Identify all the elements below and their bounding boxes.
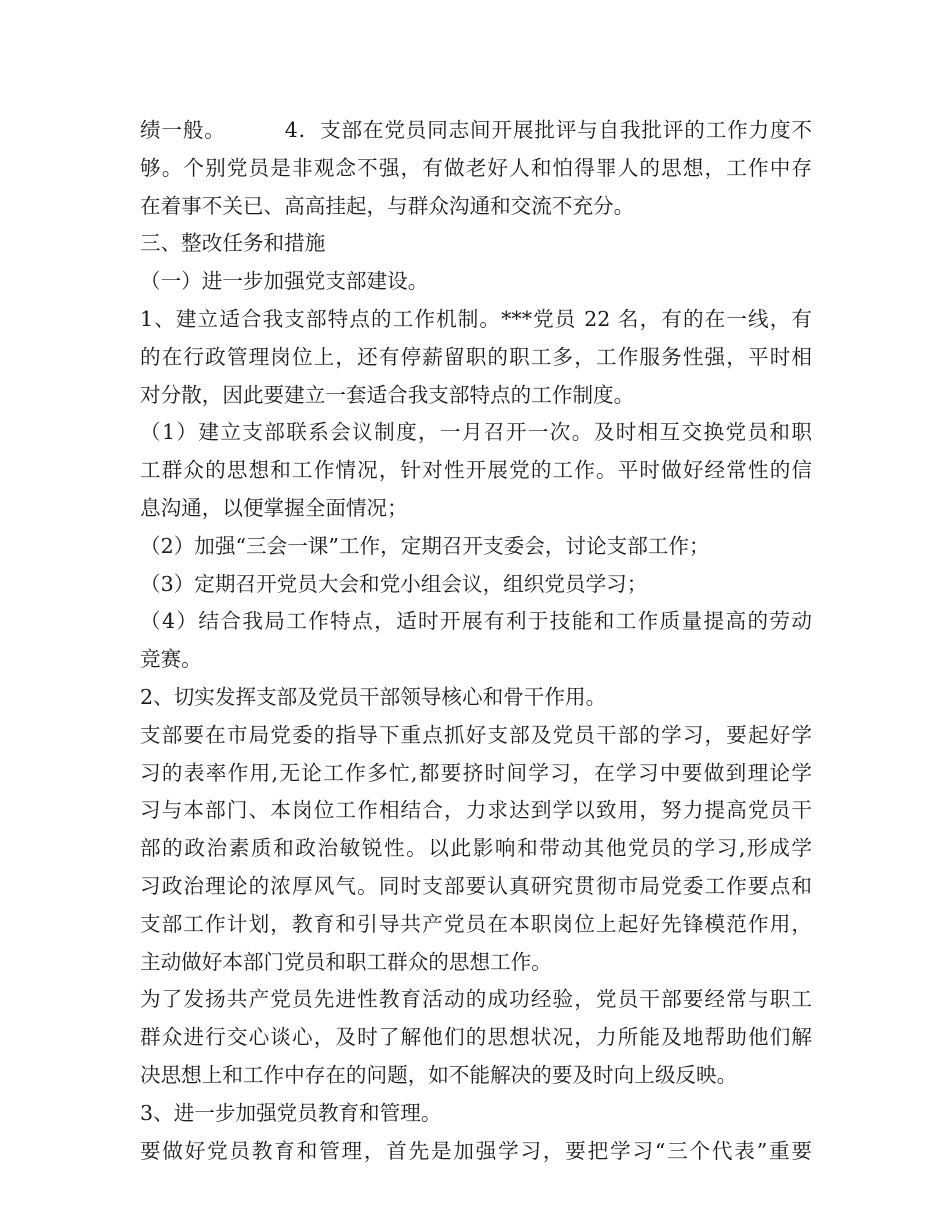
- text-line: 习政治理论的浓厚风气。同时支部要认真研究贯彻市局党委工作要点和: [140, 873, 812, 898]
- text-line: 息沟通，以便掌握全面情况；: [140, 495, 408, 520]
- text-line: 要做好党员教育和管理，首先是加强学习，要把学习“三个代表”重要: [140, 1138, 812, 1163]
- document-body: [140, 112, 812, 1170]
- text-line: 工群众的思想和工作情况，针对性开展党的工作。平时做好经常性的信: [140, 458, 812, 483]
- text-line: 部的政治素质和政治敏锐性。以此影响和带动其他党员的学习,形成学: [140, 836, 812, 861]
- text-line: 够。个别党员是非观念不强，有做老好人和怕得罪人的思想，工作中存: [140, 155, 812, 180]
- text-line: 1、建立适合我支部特点的工作机制。***党员 22 名，有的在一线，有: [140, 306, 812, 331]
- text-line: 2、切实发挥支部及党员干部领导核心和骨干作用。: [140, 684, 607, 709]
- text-line: 习与本部门、本岗位工作相结合，力求达到学以致用，努力提高党员干: [140, 798, 812, 823]
- text-line: 主动做好本部门党员和职工群众的思想工作。: [140, 949, 552, 974]
- text-line: 对分散，因此要建立一套适合我支部特点的工作制度。: [140, 382, 635, 407]
- text-line: 为了发扬共产党员先进性教育活动的成功经验，党员干部要经常与职工: [140, 987, 812, 1012]
- section-heading: 三、整改任务和措施: [140, 231, 326, 256]
- text-line: 3、进一步加强党员教育和管理。: [140, 1100, 442, 1125]
- text-line: （2）加强“三会一课”工作，定期召开支委会，讨论支部工作；: [140, 533, 710, 558]
- subsection-heading: （一）进一步加强党支部建设。: [140, 269, 429, 294]
- text-line: 的在行政管理岗位上，还有停薪留职的职工多，工作服务性强，平时相: [140, 344, 812, 369]
- text-line: 群众进行交心谈心，及时了解他们的思想状况，力所能及地帮助他们解: [140, 1025, 812, 1050]
- text-line: 绩一般。 4．支部在党员同志间开展批评与自我批评的工作力度不: [140, 118, 812, 142]
- text-line: 竞赛。: [140, 647, 202, 672]
- text-line: 习的表率作用,无论工作多忙,都要挤时间学习，在学习中要做到理论学: [140, 760, 812, 785]
- text-line: 支部工作计划，教育和引导共产党员在本职岗位上起好先锋模范作用，: [140, 911, 812, 936]
- text-line: 支部要在市局党委的指导下重点抓好支部及党员干部的学习，要起好学: [140, 722, 812, 747]
- text-line: （3）定期召开党员大会和党小组会议，组织党员学习；: [140, 571, 648, 596]
- text-line: （1）建立支部联系会议制度，一月召开一次。及时相互交换党员和职: [140, 420, 812, 445]
- text-line: 在着事不关已、高高挂起，与群众沟通和交流不充分。: [140, 193, 635, 218]
- text-line: （4）结合我局工作特点，适时开展有利于技能和工作质量提高的劳动: [140, 609, 812, 634]
- text-line: 决思想上和工作中存在的问题，如不能解决的要及时向上级反映。: [140, 1062, 738, 1087]
